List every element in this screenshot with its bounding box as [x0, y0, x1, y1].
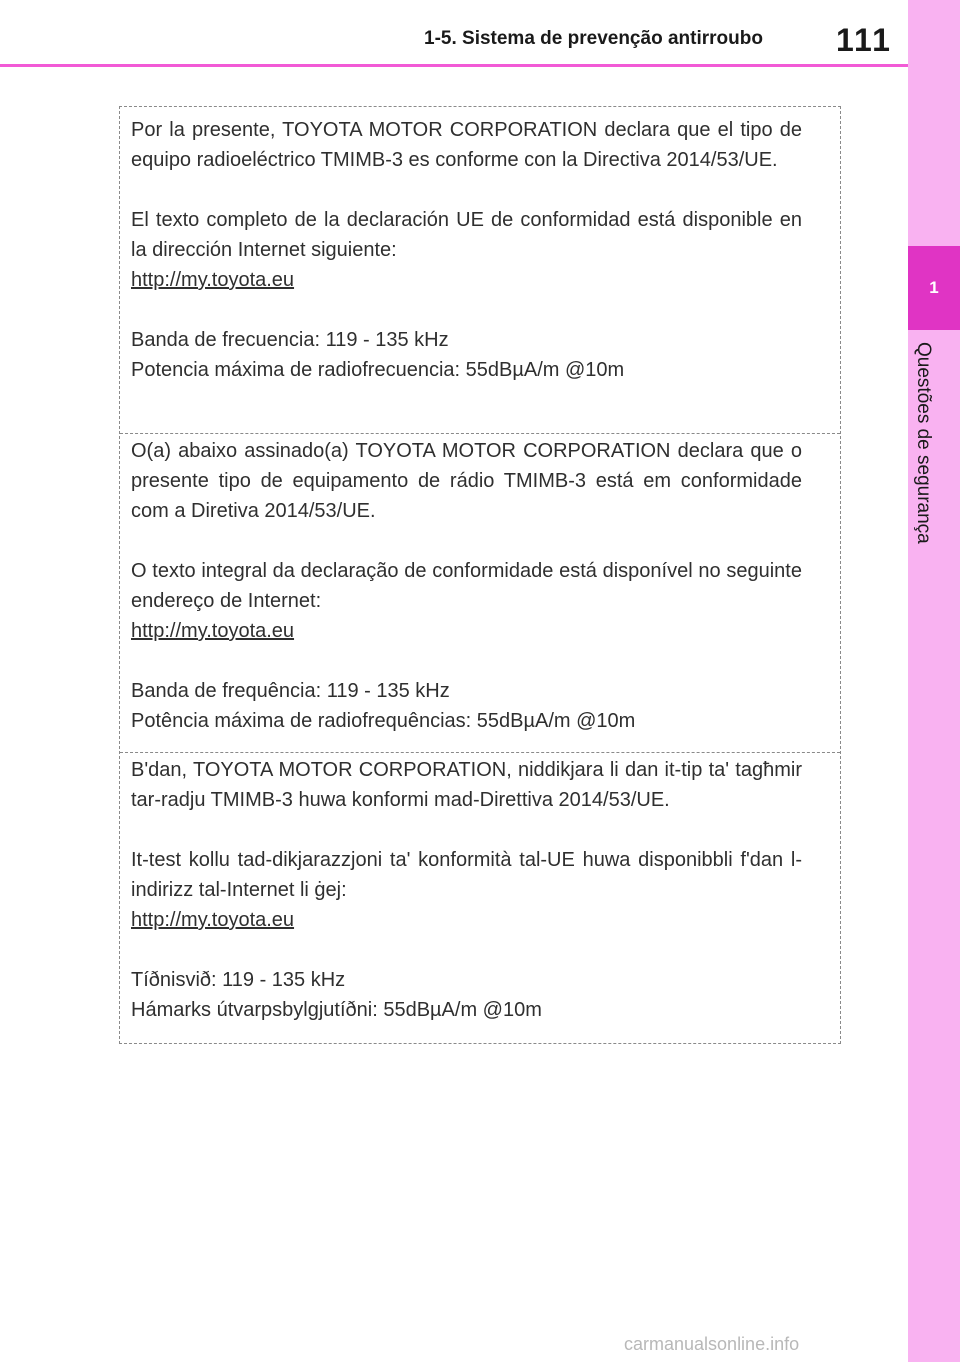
max-power: Potencia máxima de radiofrecuencia: 55dBµA/m @10m [131, 359, 625, 381]
availability-text [131, 205, 802, 295]
header-divider [0, 64, 908, 67]
chapter-tab[interactable] [908, 246, 960, 330]
section-title: 1-5. Sistema de prevenção antirroubo [424, 28, 763, 49]
declaration-text: Por la presente, TOYOTA MOTOR CORPORATION declara que el tipo de equipo radioeléctrico TMIMB-3 es conforme con la Directiva 2014/53/UE. [131, 119, 802, 171]
max-power: Hámarks útvarpsbylgjutíðni: 55dBµA/m @10m [131, 999, 542, 1021]
conformity-notice-box [119, 106, 841, 1044]
frequency-band: Banda de frequência: 119 - 135 kHz [131, 680, 450, 702]
declaration-section-maltese [120, 752, 840, 1025]
declaration-link[interactable]: http://my.toyota.eu [131, 909, 295, 931]
watermark: carmanualsonline.info [624, 1334, 800, 1354]
declaration-link[interactable]: http://my.toyota.eu [131, 269, 295, 291]
declaration-text: O(a) abaixo assinado(a) TOYOTA MOTOR CORPORATION declara que o presente tipo de equipamento de rádio TMIMB-3 está em conformidade com a Diretiva 2014/53/UE. [131, 440, 802, 522]
spec-block [131, 325, 802, 385]
declaration-link[interactable]: http://my.toyota.eu [131, 620, 295, 642]
page-number: 111 [836, 22, 892, 58]
declaration-section-portuguese [120, 433, 840, 736]
spec-block [131, 965, 802, 1025]
side-band [908, 0, 960, 1362]
availability-label: O texto integral da declaração de conformidade está disponível no seguinte endereço de Internet: [131, 560, 802, 612]
chapter-number: 1 [929, 278, 939, 297]
chapter-label: Questões de segurança [913, 342, 934, 544]
availability-label: It-test kollu tad-dikjarazzjoni ta' konformità tal-UE huwa disponibbli f'dan l-indirizz tal-Internet li ġej: [131, 849, 802, 901]
max-power: Potência máxima de radiofrequências: 55dBµA/m @10m [131, 710, 636, 732]
availability-label: El texto completo de la declaración UE de conformidad está disponible en la dirección Internet siguiente: [131, 209, 802, 261]
frequency-band: Banda de frecuencia: 119 - 135 kHz [131, 329, 449, 351]
spec-block [131, 676, 802, 736]
declaration-text: B'dan, TOYOTA MOTOR CORPORATION, niddikjara li dan it-tip ta' tagħmir tar-radju TMIMB-3 huwa konformi mad-Direttiva 2014/53/UE. [131, 759, 802, 811]
declaration-section-spanish [120, 115, 840, 385]
availability-text [131, 845, 802, 935]
availability-text [131, 556, 802, 646]
frequency-band: Tíðnisvið: 119 - 135 kHz [131, 969, 346, 991]
